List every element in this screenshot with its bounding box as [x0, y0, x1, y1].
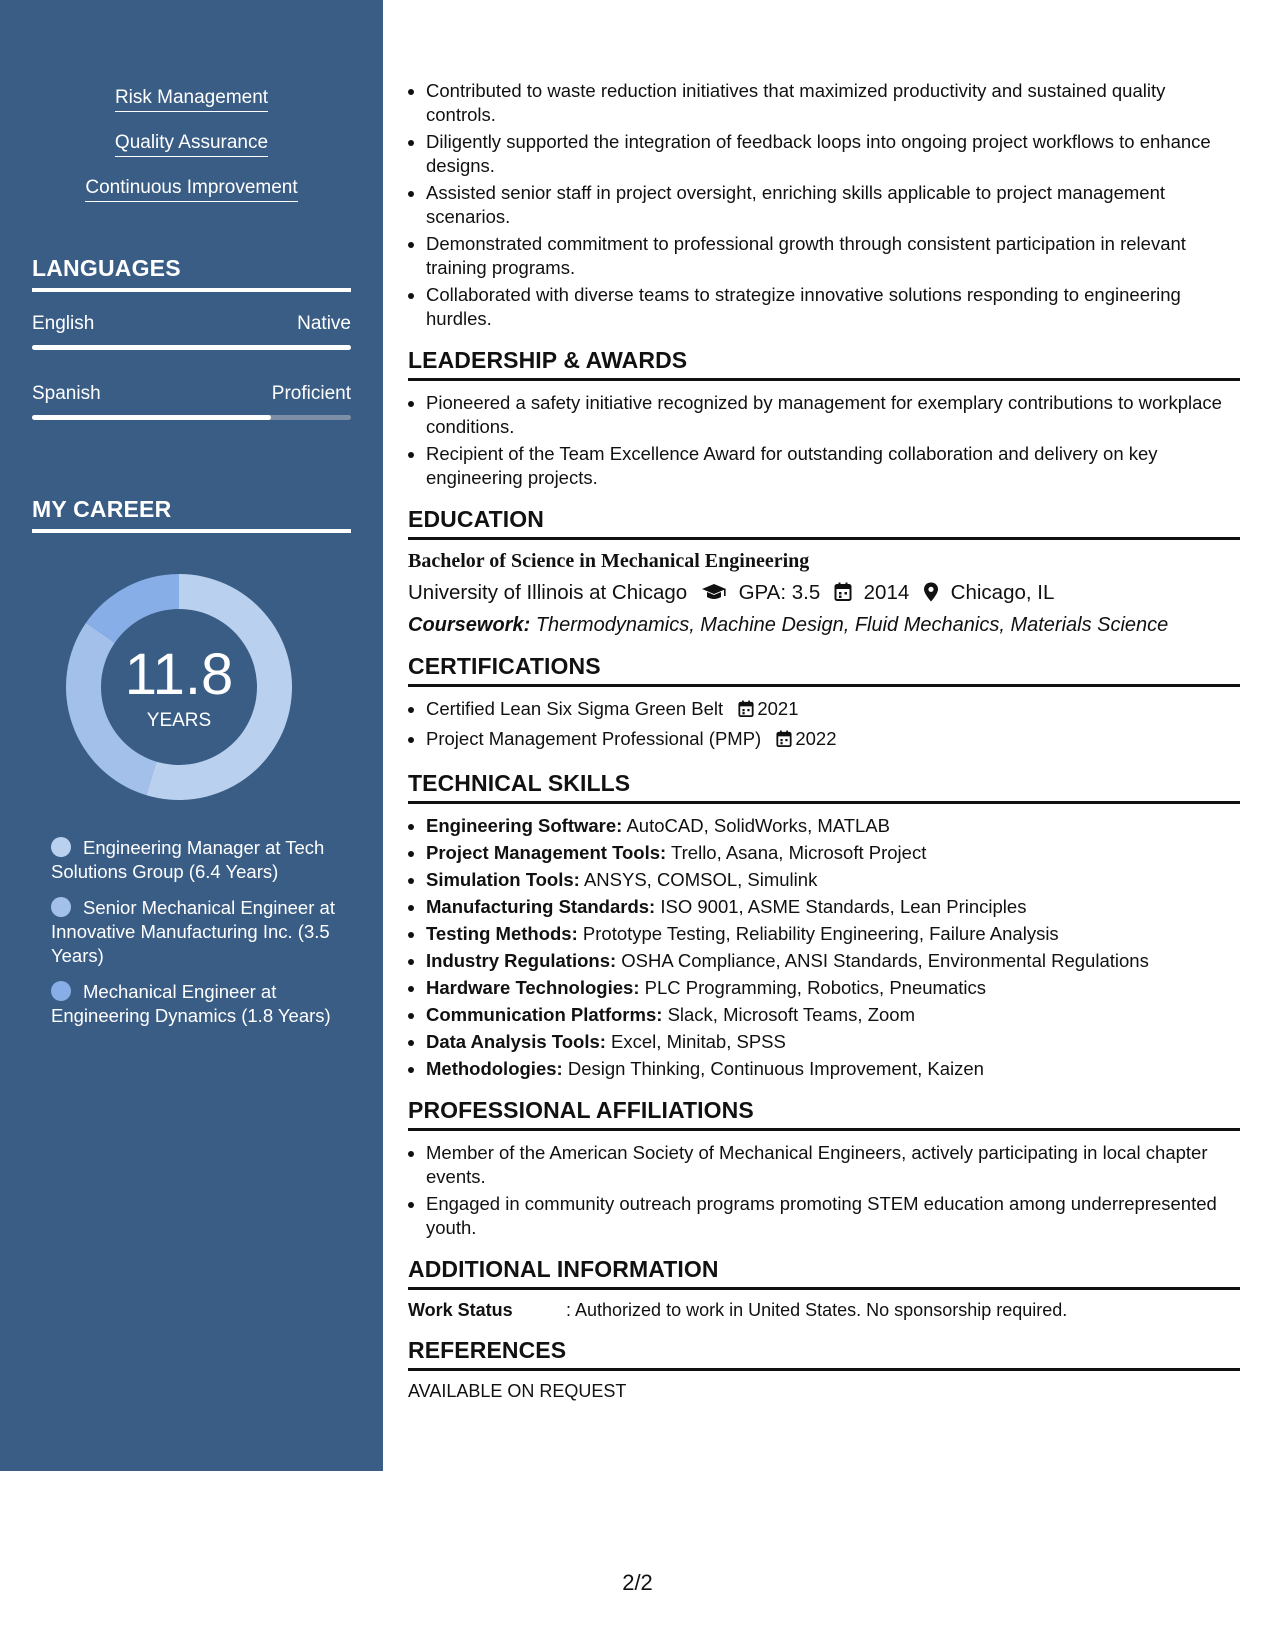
language-bar: [32, 345, 351, 350]
references-heading: REFERENCES: [408, 1337, 1240, 1371]
skill-label: Methodologies:: [426, 1058, 563, 1079]
calendar-icon: [834, 582, 852, 609]
sidebar: [0, 0, 383, 1471]
skill-label: Manufacturing Standards:: [426, 896, 656, 917]
education-coursework: [408, 614, 1240, 637]
list-item: [426, 697, 1240, 724]
career-item: [51, 896, 341, 968]
list-item: • Demonstrated commitment to professional growth through consistent participation in relevant training programs.: [426, 232, 1240, 280]
location-pin-icon: [923, 582, 939, 609]
education-year: 2014: [863, 581, 910, 604]
skill-value: ISO 9001, ASME Standards, Lean Principles: [660, 896, 1027, 917]
certifications-list: [408, 697, 1240, 754]
work-status-row: [408, 1300, 1240, 1321]
language-bar: [32, 415, 351, 420]
career-item: [51, 980, 341, 1028]
certification-year: 2021: [757, 698, 799, 719]
list-item: [426, 949, 1240, 973]
skill-label: Hardware Technologies:: [426, 977, 640, 998]
certification-year: 2022: [795, 728, 837, 749]
certification-name: Certified Lean Six Sigma Green Belt: [426, 698, 724, 719]
skill-label: Engineering Software:: [426, 815, 623, 836]
additional-info-heading: ADDITIONAL INFORMATION: [408, 1256, 1240, 1290]
work-status-value: : Authorized to work in United States. No sponsorship required.: [566, 1300, 1068, 1320]
affiliations-list: [408, 1141, 1240, 1240]
skill-link-quality-assurance[interactable]: Quality Assurance: [115, 131, 268, 157]
donut-center: [66, 574, 292, 800]
technical-skills-heading: TECHNICAL SKILLS: [408, 770, 1240, 804]
career-dot: [51, 981, 71, 1001]
education-degree: Bachelor of Science in Mechanical Engineering: [408, 550, 810, 572]
language-name: English: [32, 313, 95, 334]
skill-value: Design Thinking, Continuous Improvement, Kaizen: [567, 1058, 984, 1079]
list-item: • Engaged in community outreach programs promoting STEM education among underrepresented youth.: [426, 1192, 1240, 1240]
skill-value: AutoCAD, SolidWorks, MATLAB: [626, 815, 890, 836]
career-item-label: Mechanical Engineer at Engineering Dynamics (1.8 Years): [51, 981, 331, 1026]
list-item: • Assisted senior staff in project oversight, enriching skills applicable to project management scenarios.: [426, 181, 1240, 229]
education-location: Chicago, IL: [950, 581, 1055, 604]
language-level: Native: [297, 313, 351, 334]
list-item: [426, 1030, 1240, 1054]
technical-skills-list: [408, 814, 1240, 1081]
work-status-key: Work Status: [408, 1300, 513, 1320]
languages-heading: LANGUAGES: [32, 255, 351, 292]
career-item-label: Engineering Manager at Tech Solutions Group (6.4 Years): [51, 837, 325, 882]
skill-label: Simulation Tools:: [426, 869, 580, 890]
language-level: Proficient: [271, 383, 351, 404]
list-item: [426, 976, 1240, 1000]
coursework-value: Thermodynamics, Machine Design, Fluid Mechanics, Materials Science: [535, 614, 1169, 636]
skill-value: Excel, Minitab, SPSS: [611, 1031, 786, 1052]
skill-value: OSHA Compliance, ANSI Standards, Environmental Regulations: [621, 950, 1149, 971]
skill-value: Trello, Asana, Microsoft Project: [671, 842, 927, 863]
list-item: • Contributed to waste reduction initiatives that maximized productivity and sustained quality controls.: [426, 79, 1240, 127]
skill-link-continuous-improvement[interactable]: Continuous Improvement: [85, 176, 297, 202]
language-name: Spanish: [32, 383, 101, 404]
list-item: • Member of the American Society of Mechanical Engineers, actively participating in local chapter events.: [426, 1141, 1240, 1189]
leadership-list: [408, 391, 1240, 490]
skill-links: [0, 86, 383, 221]
experience-bullets: [408, 79, 1240, 331]
career-donut-chart: [66, 574, 292, 800]
certifications-heading: CERTIFICATIONS: [408, 653, 1240, 687]
career-dot: [51, 897, 71, 917]
references-text: AVAILABLE ON REQUEST: [408, 1381, 627, 1401]
page-number: 2/2: [622, 1570, 653, 1595]
list-item: [426, 868, 1240, 892]
calendar-icon: [776, 730, 792, 754]
graduation-cap-icon: [701, 582, 727, 609]
career-item-label: Senior Mechanical Engineer at Innovative Manufacturing Inc. (3.5 Years): [51, 897, 335, 966]
main-content: [408, 79, 1240, 1402]
career-total-years: 11.8: [124, 642, 234, 707]
language-bar-fill: [32, 345, 351, 350]
career-item: [51, 836, 341, 884]
language-bar-fill: [32, 415, 271, 420]
list-item: [426, 727, 1240, 754]
list-item: [426, 1057, 1240, 1081]
career-heading: MY CAREER: [32, 496, 351, 533]
leadership-heading: LEADERSHIP & AWARDS: [408, 347, 1240, 381]
education-details: [408, 580, 1240, 609]
skill-label: Project Management Tools:: [426, 842, 667, 863]
list-item: [426, 895, 1240, 919]
list-item: • Recipient of the Team Excellence Award for outstanding collaboration and delivery on key engineering projects.: [426, 442, 1240, 490]
education-school: University of Illinois at Chicago: [408, 581, 688, 604]
skill-value: PLC Programming, Robotics, Pneumatics: [644, 977, 986, 998]
skill-value: Slack, Microsoft Teams, Zoom: [667, 1004, 915, 1025]
skill-value: ANSYS, COMSOL, Simulink: [583, 869, 818, 890]
skill-value: Prototype Testing, Reliability Engineering, Failure Analysis: [582, 923, 1059, 944]
education-gpa: GPA: 3.5: [738, 581, 821, 604]
list-item: [426, 841, 1240, 865]
skill-label: Industry Regulations:: [426, 950, 617, 971]
list-item: • Pioneered a safety initiative recognized by management for exemplary contributions to workplace conditions.: [426, 391, 1240, 439]
skill-label: Testing Methods:: [426, 923, 578, 944]
coursework-label: Coursework:: [408, 614, 531, 636]
certification-name: Project Management Professional (PMP): [426, 728, 762, 749]
skill-link-risk-management[interactable]: Risk Management: [115, 86, 268, 112]
affiliations-heading: PROFESSIONAL AFFILIATIONS: [408, 1097, 1240, 1131]
list-item: [426, 814, 1240, 838]
list-item: [426, 922, 1240, 946]
calendar-icon: [738, 700, 754, 724]
education-heading: EDUCATION: [408, 506, 1240, 540]
list-item: • Collaborated with diverse teams to strategize innovative solutions responding to engineering hurdles.: [426, 283, 1240, 331]
career-years-label: YEARS: [146, 710, 212, 731]
career-list: [51, 836, 341, 1040]
skill-label: Communication Platforms:: [426, 1004, 663, 1025]
list-item: • Diligently supported the integration of feedback loops into ongoing project workflows to enhance designs.: [426, 130, 1240, 178]
list-item: [426, 1003, 1240, 1027]
skill-label: Data Analysis Tools:: [426, 1031, 606, 1052]
career-dot: [51, 837, 71, 857]
